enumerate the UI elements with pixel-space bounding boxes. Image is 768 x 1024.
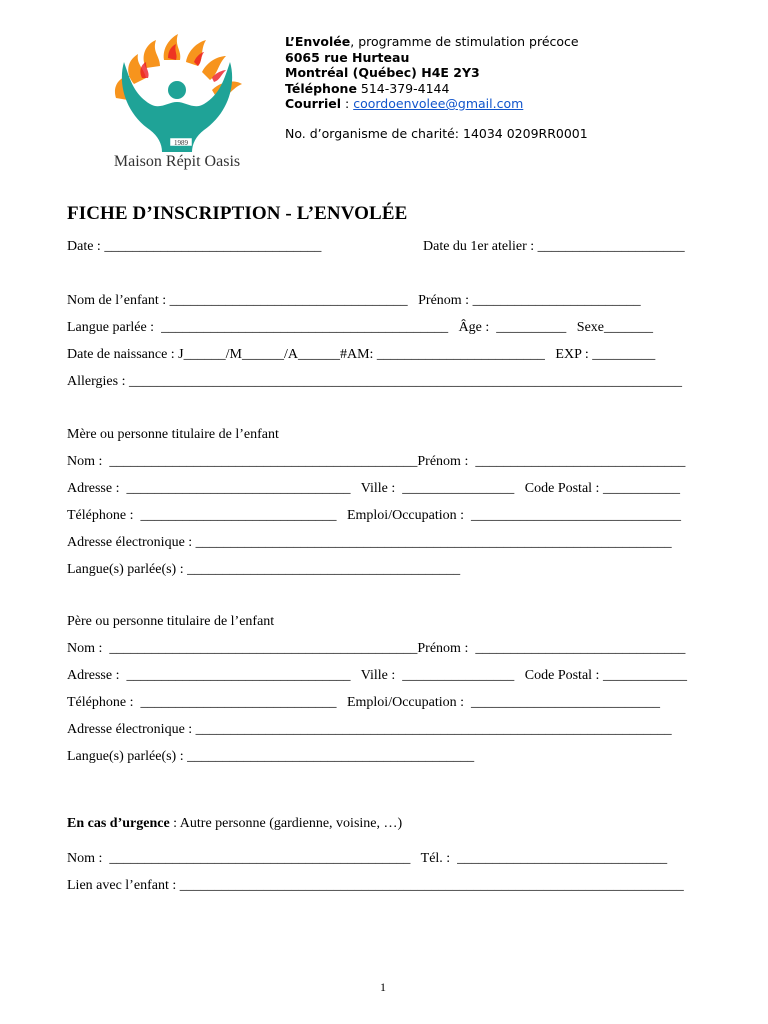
mother-address-field[interactable]: Adresse : ________________________________ Ville : ________________ Code Postal : ___________ [67, 481, 680, 496]
first-workshop-date-field[interactable]: Date du 1er atelier : _____________________ [423, 239, 685, 254]
language-field[interactable]: Langue parlée : _________________________________________ Âge : __________ Sexe_______ [67, 320, 653, 335]
allergies-field[interactable]: Allergies : _______________________________________________________________________________ [67, 374, 682, 389]
org-name: L’Envolée [285, 34, 351, 49]
mother-section-heading: Mère ou personne titulaire de l’enfant [67, 427, 279, 442]
logo-year: 1989 [174, 139, 188, 147]
phone-number: 514-379-4144 [356, 80, 450, 96]
father-language-field[interactable]: Langue(s) parlée(s) : _________________________________________ [67, 749, 475, 764]
org-description: , programme de stimulation précoce [350, 34, 579, 49]
emergency-relation-field[interactable]: Lien avec l’enfant : ________________________________________________________________________ [67, 878, 684, 893]
organization-header [285, 34, 588, 141]
org-line [285, 34, 588, 50]
birthdate-field[interactable]: Date de naissance : J______/M______/A______#AM: ________________________ EXP : _________ [67, 347, 656, 362]
charity-number: No. d’organisme de charité: 14034 0209RR0001 [285, 125, 588, 141]
mother-email-field[interactable]: Adresse électronique : ____________________________________________________________________ [67, 535, 672, 550]
father-email-field[interactable]: Adresse électronique : ____________________________________________________________________ [67, 722, 672, 737]
child-name-field[interactable]: Nom de l’enfant : __________________________________ Prénom : ________________________ [67, 293, 641, 308]
father-name-field[interactable]: Nom : ____________________________________________Prénom : ______________________________ [67, 641, 686, 656]
father-phone-field[interactable]: Téléphone : ____________________________ Emploi/Occupation : ___________________________ [67, 695, 661, 710]
org-address: 6065 rue Hurteau [285, 49, 410, 65]
email-label: Courriel [285, 96, 342, 111]
emergency-heading [67, 816, 402, 832]
email-separator: : [341, 96, 354, 111]
father-section-heading: Père ou personne titulaire de l’enfant [67, 614, 275, 629]
mother-phone-field[interactable]: Téléphone : ____________________________ Emploi/Occupation : ______________________________ [67, 508, 682, 523]
date-field[interactable]: Date : _______________________________ [67, 239, 322, 254]
mother-name-field[interactable]: Nom : ____________________________________________Prénom : ______________________________ [67, 454, 686, 469]
phone-label: Téléphone [285, 80, 357, 96]
mother-language-field[interactable]: Langue(s) parlée(s) : _______________________________________ [67, 562, 461, 577]
logo [94, 32, 264, 176]
org-city: Montréal (Québec) H4E 2Y3 [285, 65, 480, 80]
emergency-description: : Autre personne (gardienne, voisine, …) [169, 816, 403, 831]
emergency-label: En cas d’urgence [67, 816, 170, 831]
emergency-name-field[interactable]: Nom : ___________________________________________ Tél. : ______________________________ [67, 851, 668, 866]
email-link[interactable]: coordoenvolee@gmail.com [353, 96, 524, 111]
logo-graphic [94, 32, 264, 176]
page-number: 1 [380, 980, 386, 994]
father-address-field[interactable]: Adresse : ________________________________ Ville : ________________ Code Postal : ____________ [67, 668, 687, 683]
logo-name: Maison Répit Oasis [113, 153, 241, 170]
form-title: FICHE D’INSCRIPTION - L’ENVOLÉE [67, 203, 408, 224]
